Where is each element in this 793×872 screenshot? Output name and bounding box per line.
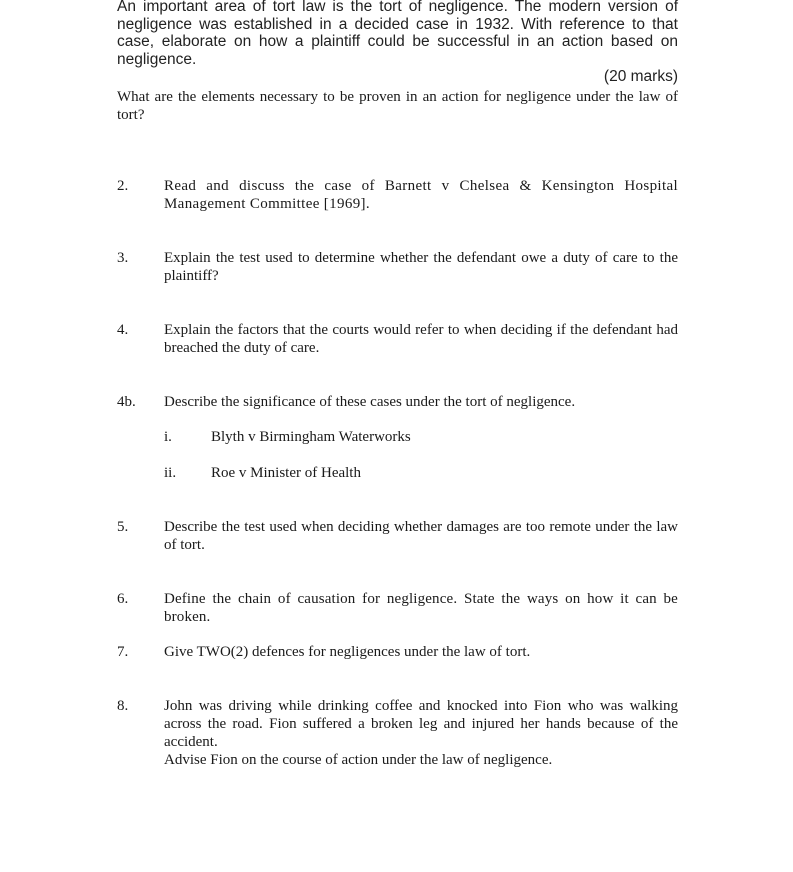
case-number: i. <box>164 429 172 445</box>
question-8 <box>117 697 678 769</box>
question-text: Explain the test used to determine whether the defendant owe a duty of care to the plaintiff? <box>164 250 678 284</box>
question-text: Describe the significance of these cases under the tort of negligence. <box>164 394 576 410</box>
question-text: Define the chain of causation for negligence. State the ways on how it can be broken. <box>164 591 678 625</box>
question-5 <box>117 518 678 554</box>
question-text: Explain the factors that the courts would refer to when deciding if the defendant had breached the duty of care. <box>164 322 678 356</box>
question-3 <box>117 249 678 285</box>
question-text: Describe the test used when deciding whether damages are too remote under the law of tort. <box>164 519 678 553</box>
marks-label: (20 marks) <box>603 68 678 85</box>
question-number: 8. <box>117 698 129 714</box>
case-text: Roe v Minister of Health <box>211 465 361 481</box>
question-4b <box>117 393 678 411</box>
question-number: 6. <box>117 591 129 607</box>
intro-paragraph: An important area of tort law is the tort of negligence. The modern version of negligence was established in a decided case in 1932. With reference to that case, elaborate on how a plaintiff could be successful in an action based on negligence. <box>117 0 678 68</box>
case-item <box>164 428 411 446</box>
case-item <box>164 464 361 482</box>
question-text: Read and discuss the case of Barnett v Chelsea & Kensington Hospital Management Committee [1969]. <box>164 178 678 212</box>
question-text-advice: Advise Fion on the course of action under the law of negligence. <box>164 752 553 768</box>
case-text: Blyth v Birmingham Waterworks <box>211 429 411 445</box>
question-number: 7. <box>117 644 129 660</box>
question-text: Give TWO(2) defences for negligences under the law of tort. <box>164 644 531 660</box>
question-number: 2. <box>117 178 129 194</box>
question-number: 4b. <box>117 394 136 410</box>
question-1-text: What are the elements necessary to be proven in an action for negligence under the law of tort? <box>117 89 678 123</box>
question-7 <box>117 643 678 661</box>
case-number: ii. <box>164 465 177 481</box>
question-number: 3. <box>117 250 129 266</box>
question-4 <box>117 321 678 357</box>
question-number: 4. <box>117 322 129 338</box>
question-text: John was driving while drinking coffee and knocked into Fion who was walking across the road. Fion suffered a broken leg and injured her hands because of the accident. <box>164 698 678 750</box>
question-2 <box>117 177 678 213</box>
question-number: 5. <box>117 519 129 535</box>
question-6 <box>117 590 678 626</box>
